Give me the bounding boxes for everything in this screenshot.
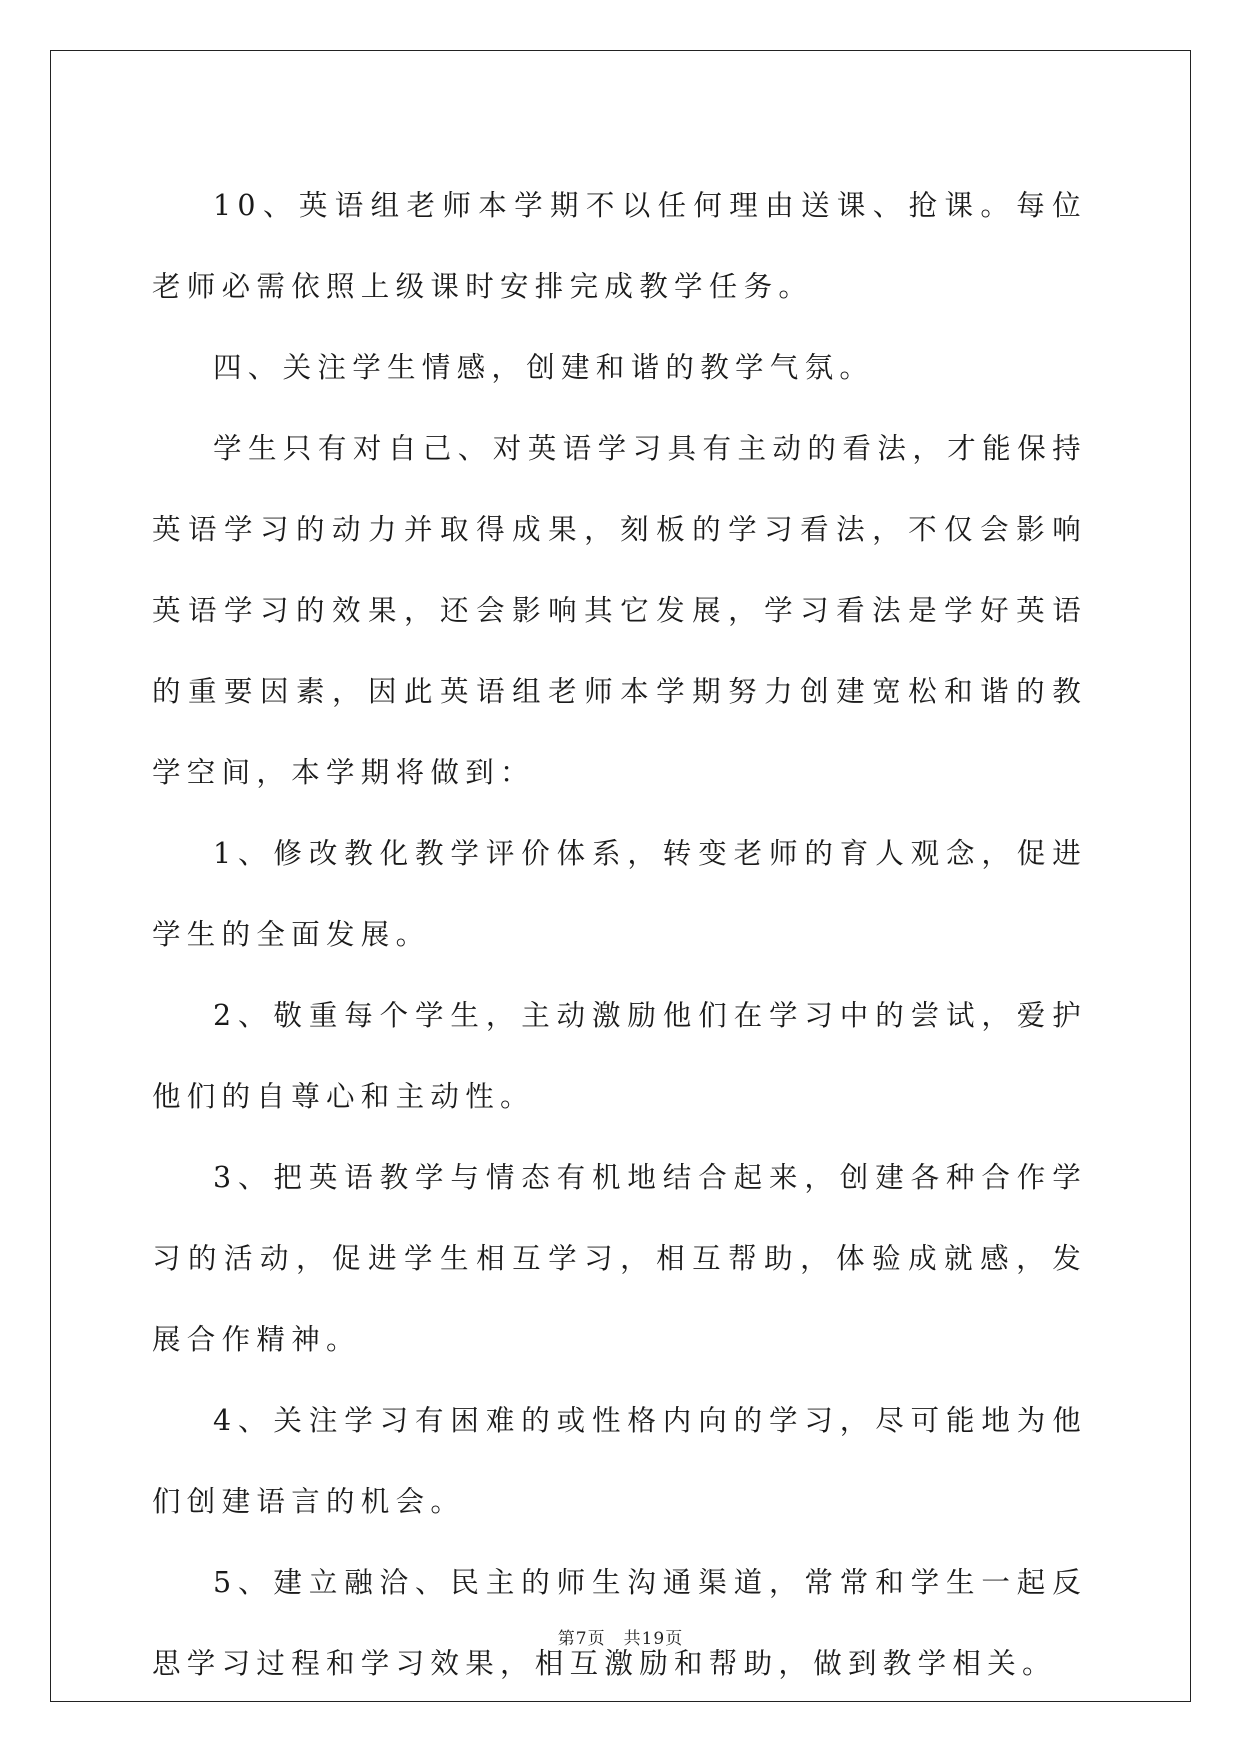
paragraph-item-3: 3、把英语教学与情态有机地结合起来，创建各种合作学习的活动，促进学生相互学习，相互帮助，体验成就感，发展合作精神。 bbox=[152, 1161, 1087, 1356]
paragraph-item-10: 10、英语组老师本学期不以任何理由送课、抢课。每位老师必需依照上级课时安排完成教学任务。 bbox=[152, 189, 1087, 303]
paragraph-item-1: 1、修改教化教学评价体系，转变老师的育人观念，促进学生的全面发展。 bbox=[152, 837, 1087, 951]
page-number: 第7页 bbox=[557, 1629, 606, 1649]
paragraph-item-2: 2、敬重每个学生，主动激励他们在学习中的尝试，爱护他们的自尊心和主动性。 bbox=[152, 999, 1087, 1113]
paragraph-item-4: 4、关注学习有困难的或性格内向的学习，尽可能地为他们创建语言的机会。 bbox=[152, 1404, 1087, 1518]
page-footer bbox=[0, 1624, 1241, 1649]
document-body bbox=[152, 165, 1087, 1704]
page-total: 共19页 bbox=[623, 1629, 684, 1649]
paragraph-intro: 学生只有对自己、对英语学习具有主动的看法，才能保持英语学习的动力并取得成果，刻板的学习看法，不仅会影响英语学习的效果，还会影响其它发展，学习看法是学好英语的重要因素，因此英语组老师本学期努力创建宽松和谐的教学空间，本学期将做到： bbox=[152, 432, 1087, 789]
section-heading-4: 四、关注学生情感，创建和谐的教学气氛。 bbox=[213, 351, 875, 384]
paragraph-item-5: 5、建立融洽、民主的师生沟通渠道，常常和学生一起反思学习过程和学习效果，相互激励和帮助，做到教学相关。 bbox=[152, 1566, 1087, 1680]
